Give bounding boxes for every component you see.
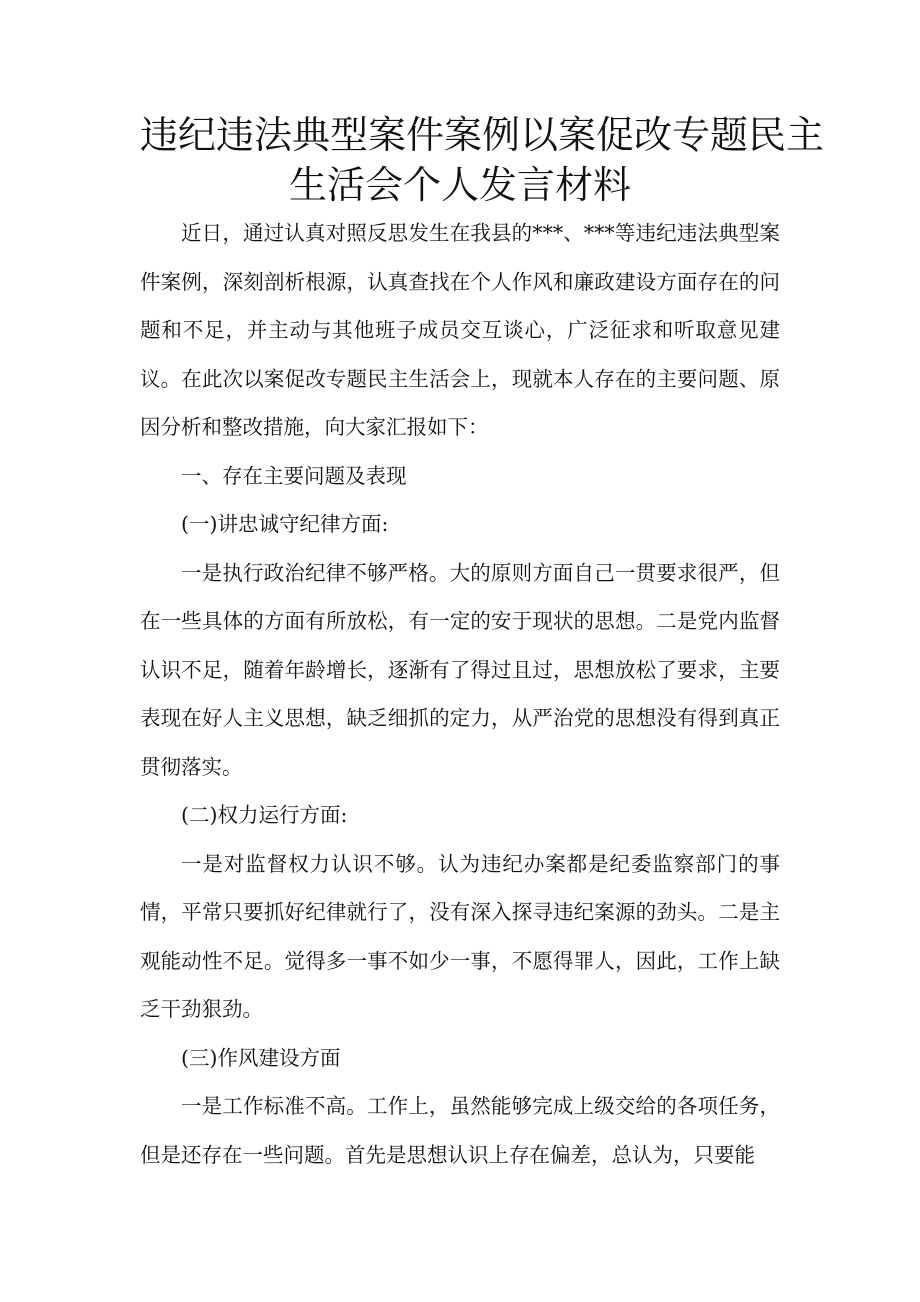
subheading-work-style: (三)作风建设方面	[181, 1045, 341, 1070]
paragraph-power-operation: 一是对监督权力认识不够。认为违纪办案都是纪委监察部门的事情，平常只要抓好纪律就行了，没有深入探寻违纪案源的劲头。二是主观能动性不足。觉得多一事不如少一事，不愿得罪人，因此，工作上缺乏干劲狠劲。	[140, 851, 780, 1021]
paragraph-loyalty-discipline: 一是执行政治纪律不够严格。大的原则方面自己一贯要求很严，但在一些具体的方面有所放松，有一定的安于现状的思想。二是党内监督认识不足，随着年龄增长，逐渐有了得过且过，思想放松了要求，主要表现在好人主义思想，缺乏细抓的定力，从严治党的思想没有得到真正贯彻落实。	[140, 560, 780, 779]
document-title	[140, 110, 825, 210]
title-line-1: 违纪违法典型案件案例以案促改专题民主	[140, 113, 825, 157]
intro-paragraph: 近日，通过认真对照反思发生在我县的***、***等违纪违法典型案件案例，深刻剖析根源，认真查找在个人作风和廉政建设方面存在的问题和不足，并主动与其他班子成员交互谈心，广泛征求和听取意见建议。在此次以案促改专题民主生活会上，现就本人存在的主要问题、原因分析和整改措施，向大家汇报如下：	[140, 221, 780, 439]
paragraph-work-style: 一是工作标准不高。工作上，虽然能够完成上级交给的各项任务，但是还存在一些问题。首先是思想认识上存在偏差，总认为，只要能	[140, 1094, 780, 1167]
document-body	[140, 209, 780, 1179]
subheading-loyalty-discipline: (一)讲忠诚守纪律方面:	[181, 512, 389, 536]
section-heading-problems: 一、存在主要问题及表现	[181, 463, 407, 488]
subheading-power-operation: (二)权力运行方面:	[181, 803, 348, 827]
title-line-2: 生活会个人发言材料	[288, 163, 631, 207]
